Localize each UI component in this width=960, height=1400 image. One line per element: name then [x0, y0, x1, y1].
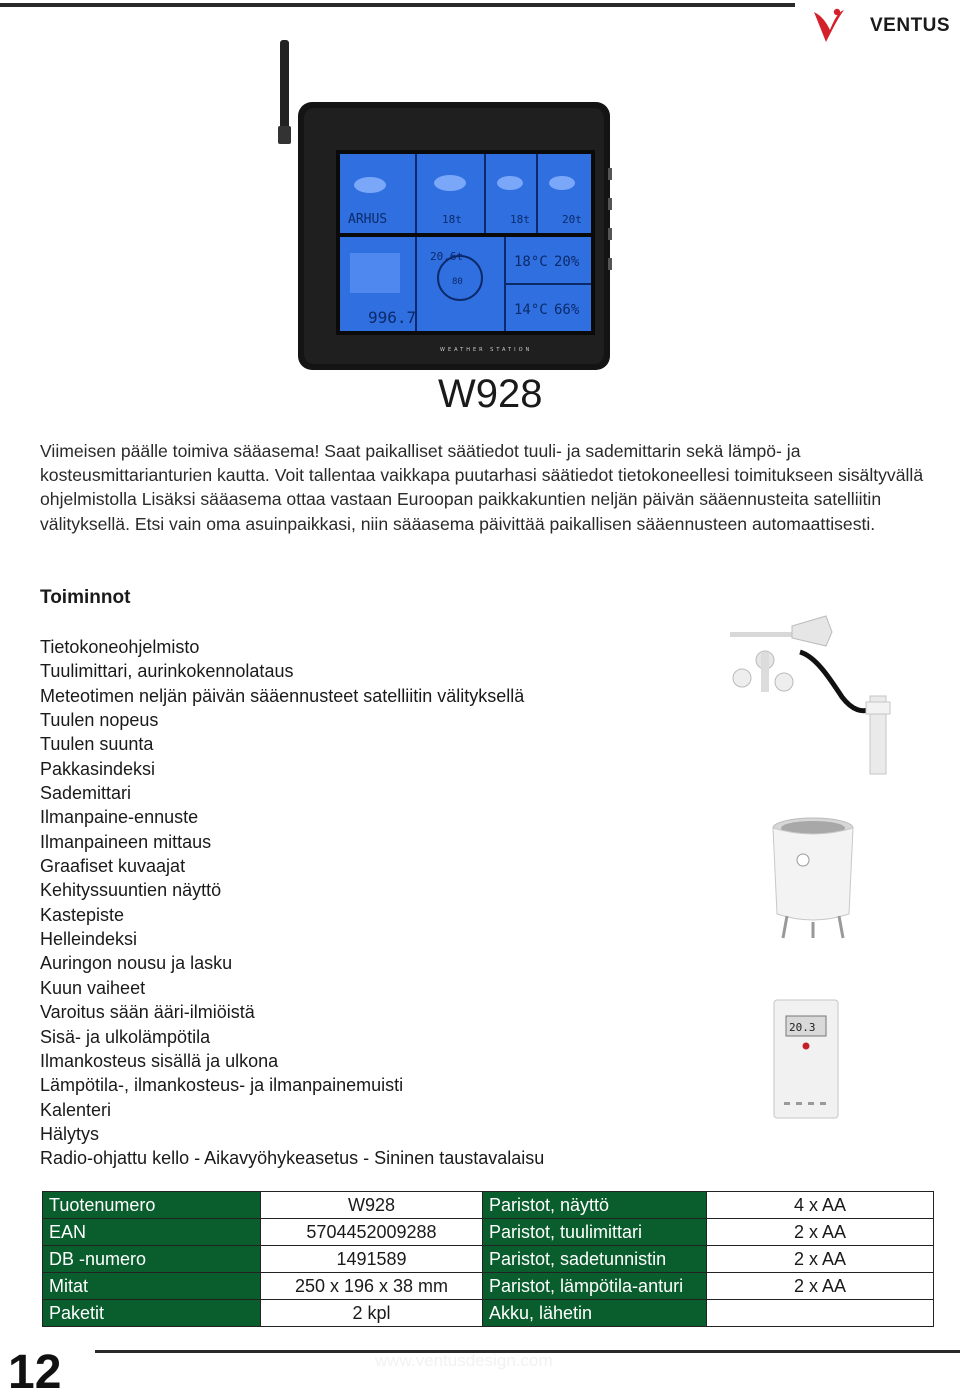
features-title: Toiminnot [40, 587, 131, 608]
feature-item: Graafiset kuvaajat [40, 856, 186, 877]
feature-item: Helleindeksi [40, 929, 138, 950]
spec-value: 4 x AA [707, 1192, 934, 1219]
wind-speed-readout: 80 [452, 277, 463, 287]
table-row [43, 1246, 934, 1273]
feature-item: Tuulen suunta [40, 734, 154, 755]
feature-item: Tietokoneohjelmisto [40, 637, 200, 657]
feature-item: Kuun vaiheet [40, 977, 146, 998]
spec-value: W928 [261, 1192, 483, 1219]
indoor-humidity-readout: 20% [554, 254, 580, 270]
indoor-temp-readout: 18°C [514, 254, 548, 270]
pressure-readout: 996.7 [368, 308, 417, 327]
spec-value: 2 x AA [707, 1246, 934, 1273]
feature-item: Ilmanpaine-ennuste [40, 807, 199, 828]
top-rule [0, 3, 795, 7]
model-heading: W928 [438, 372, 543, 416]
spec-table [42, 1191, 934, 1327]
spec-label: Paristot, tuulimittari [483, 1219, 707, 1246]
feature-item: Auringon nousu ja lasku [40, 953, 233, 974]
feature-item: Ilmanpaineen mittaus [40, 831, 212, 852]
table-row [43, 1300, 934, 1327]
intro-paragraph: Viimeisen päälle toimiva sääasema! Saat paikalliset säätiedot tuuli- ja sademittarin sekä lämpö- ja kosteusmittarianturien kautta. Voit tallentaa vaikkapa puutarhasi säätiedot tietokoneellesi toimitukseen sisältyvällä ohjelmistolla Lisäksi sääasema ottaa vastaan Euroopan paikkakuntien neljän päivän sääennusteita satelliitin välityksellä. Etsi vain oma asuinpaikkasi, niin sääasema päivittää paikallisen sääennusteen automaattisesti. [40, 441, 924, 534]
display-brand-strip: WEATHER STATION [440, 347, 533, 353]
outdoor-humidity-readout: 66% [554, 302, 580, 318]
feature-item: Kastepiste [40, 904, 125, 925]
feature-item: Sisä- ja ulkolämpötila [40, 1026, 211, 1047]
spec-label: EAN [43, 1219, 261, 1246]
feature-item: Tuulimittari, aurinkokennolataus [40, 661, 294, 682]
feature-item: Sademittari [40, 783, 132, 804]
feature-item: Hälytys [40, 1123, 100, 1144]
spec-label: Paristot, näyttö [483, 1192, 707, 1219]
spec-label: Tuotenumero [43, 1192, 261, 1219]
feature-item: Tuulen nopeus [40, 710, 159, 731]
sensor-display-readout: 20.3 [789, 1021, 816, 1034]
feature-item: Varoitus sään ääri-ilmiöistä [40, 1002, 255, 1023]
feature-item: Radio-ohjattu kello - Aikavyöhykeasetus - Sininen taustavalaisu [40, 1148, 545, 1169]
spec-label: Akku, lähetin [483, 1300, 707, 1327]
weather-station-photo [270, 38, 640, 373]
feature-item: Lämpötila-, ilmankosteus- ja ilmanpainemuisti [40, 1075, 404, 1096]
rain-readout: 20.6t [430, 250, 464, 263]
city-readout: ARHUS [348, 212, 388, 227]
feature-item: Pakkasindeksi [40, 758, 156, 779]
spec-value: 1491589 [261, 1246, 483, 1273]
spec-label: Mitat [43, 1273, 261, 1300]
feature-item: Kehityssuuntien näyttö [40, 880, 222, 901]
feature-item: Ilmankosteus sisällä ja ulkona [40, 1050, 279, 1071]
brand-name: VENTUS [870, 15, 951, 36]
table-row [43, 1192, 934, 1219]
forecast-temp-1: 18t [442, 213, 462, 226]
spec-value: 2 x AA [707, 1219, 934, 1246]
table-row [43, 1219, 934, 1246]
forecast-temp-2: 18t [510, 213, 530, 226]
spec-value: 2 kpl [261, 1300, 483, 1327]
table-row [43, 1273, 934, 1300]
page-number: 12 [8, 1346, 62, 1399]
spec-label: Paristot, sadetunnistin [483, 1246, 707, 1273]
spec-value [707, 1300, 934, 1327]
feature-item: Meteotimen neljän päivän sääennusteet satelliitin välityksellä [40, 685, 525, 706]
website-link[interactable]: www.ventusdesign.com [375, 1351, 553, 1370]
outdoor-temp-readout: 14°C [514, 302, 548, 318]
feature-item: Kalenteri [40, 1099, 112, 1120]
spec-value: 250 x 196 x 38 mm [261, 1273, 483, 1300]
rain-gauge-photo [763, 812, 863, 940]
spec-label: DB -numero [43, 1246, 261, 1273]
thermo-hygro-sensor-photo [770, 998, 842, 1120]
feature-list [40, 635, 544, 1171]
forecast-temp-3: 20t [562, 213, 582, 226]
spec-label: Paketit [43, 1300, 261, 1327]
anemometer-photo [722, 612, 892, 777]
spec-label: Paristot, lämpötila-anturi [483, 1273, 707, 1300]
spec-value: 5704452009288 [261, 1219, 483, 1246]
spec-value: 2 x AA [707, 1273, 934, 1300]
